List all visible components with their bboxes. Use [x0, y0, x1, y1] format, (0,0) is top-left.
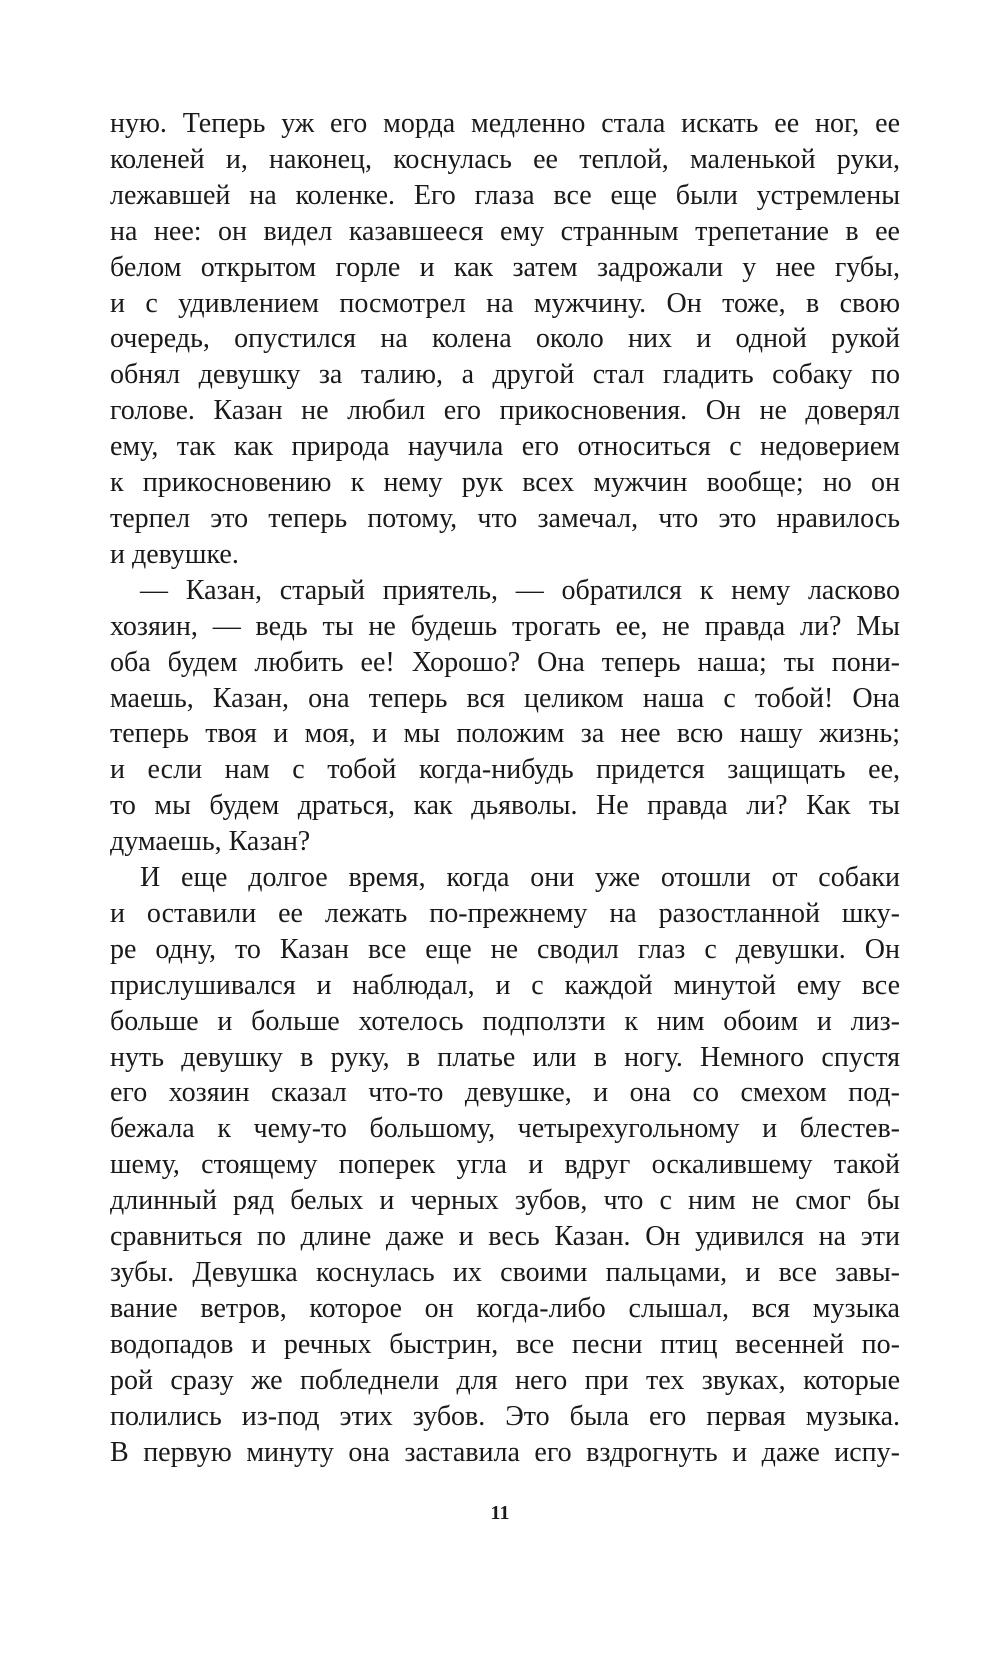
- text-line: маешь, Казан, она теперь вся целиком наша с тобой! Она: [110, 682, 900, 714]
- text-line: прислушивался и наблюдал, и с каждой минутой ему все: [110, 969, 900, 1001]
- text-line: зубы. Девушка коснулась их своими пальцами, и все завы-: [110, 1257, 900, 1288]
- page-number: 11: [490, 1502, 510, 1524]
- text-line: водопадов и речных быстрин, все песни птиц весенней по-: [110, 1328, 900, 1360]
- text-line: лежавшей на коленке. Его глаза все еще были устремлены: [110, 179, 900, 211]
- text-line: — Казан, старый приятель, — обратился к нему ласково: [140, 574, 900, 606]
- text-line: думаешь, Казан?: [110, 826, 311, 858]
- text-line: коленей и, наконец, коснулась ее теплой, маленькой руки,: [110, 143, 900, 175]
- text-line: И еще долгое время, когда они уже отошли от собаки: [140, 862, 900, 894]
- text-line: ную. Теперь уж его морда медленно стала искать ее ног, ее: [110, 108, 900, 139]
- text-line: обнял девушку за талию, а другой стал гладить собаку по: [110, 359, 900, 391]
- text-line: нуть девушку в руку, в платье или в ногу. Немного спустя: [110, 1041, 900, 1073]
- text-line: к прикосновению к нему рук всех мужчин вообще; но он: [110, 467, 900, 499]
- text-line: теперь твоя и моя, и мы положим за нее всю нашу жизнь;: [110, 718, 900, 750]
- text-line: голове. Казан не любил его прикосновения. Он не доверял: [110, 395, 900, 427]
- paragraph-2: [110, 573, 900, 860]
- text-line: рой сразу же побледнели для него при тех звуках, которые: [110, 1364, 900, 1396]
- text-line: хозяин, — ведь ты не будешь трогать ее, не правда ли? Мы: [110, 610, 900, 642]
- text-line: и если нам с тобой когда-нибудь придется защищать ее,: [110, 754, 900, 786]
- text-line: терпел это теперь потому, что замечал, что это нравилось: [110, 502, 900, 534]
- text-line: белом открытом горле и как затем задрожали у нее губы,: [110, 251, 900, 283]
- paragraph-1: [110, 106, 900, 573]
- text-line: длинный ряд белых и черных зубов, что с ним не смог бы: [110, 1185, 900, 1217]
- paragraph-3: [110, 860, 900, 1470]
- text-line: и оставили ее лежать по-прежнему на разостланной шку-: [110, 897, 900, 929]
- text-line: шему, стоящему поперек угла и вдруг оскалившему такой: [110, 1149, 900, 1181]
- text-line: вание ветров, которое он когда-либо слышал, вся музыка: [110, 1292, 900, 1324]
- text-line: очередь, опустился на колена около них и одной рукой: [110, 323, 900, 355]
- text-line: и девушке.: [110, 538, 239, 570]
- text-line: ре одну, то Казан все еще не сводил глаз с девушки. Он: [110, 933, 900, 965]
- text-line: и с удивлением посмотрел на мужчину. Он тоже, в свою: [110, 287, 900, 319]
- text-line: больше и больше хотелось подползти к ним обоим и лиз-: [110, 1005, 900, 1037]
- text-line: сравниться по длине даже и весь Казан. Он удивился на эти: [110, 1221, 900, 1253]
- text-line: бежала к чему-то большому, четырехугольному и блестев-: [110, 1113, 900, 1145]
- text-line: полились из-под этих зубов. Это была его первая музыка.: [110, 1400, 900, 1432]
- text-line: ему, так как природа научила его относиться с недоверием: [110, 431, 900, 463]
- text-line: его хозяин сказал что-то девушке, и она со смехом под-: [110, 1077, 900, 1109]
- text-line: то мы будем драться, как дьяволы. Не правда ли? Как ты: [110, 790, 900, 822]
- text-line: В первую минуту она заставила его вздрогнуть и даже испу-: [110, 1436, 900, 1468]
- page-body: [110, 106, 900, 1470]
- text-line: на нее: он видел казавшееся ему странным трепетание в ее: [110, 215, 900, 247]
- text-line: оба будем любить ее! Хорошо? Она теперь наша; ты пони-: [110, 646, 900, 678]
